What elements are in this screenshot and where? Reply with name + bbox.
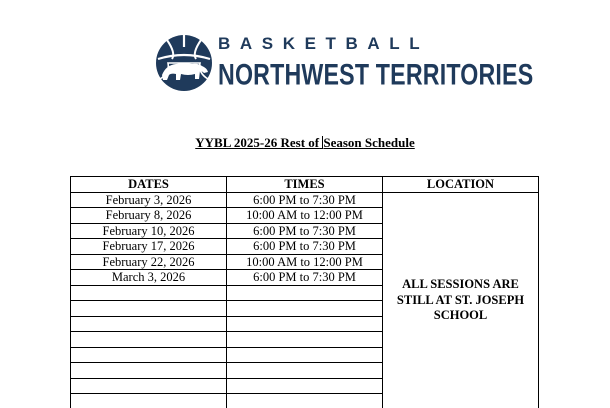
date-cell [71,378,227,394]
date-cell: March 3, 2026 [71,270,227,286]
time-cell [227,363,383,379]
date-cell [71,394,227,408]
date-cell [71,347,227,363]
title-part-1: YYBL 2025-26 Rest of [195,135,320,150]
schedule-table [70,176,539,408]
date-cell [71,332,227,348]
time-cell [227,347,383,363]
date-cell [71,301,227,317]
table-header-row [71,177,539,193]
logo-text-basketball: BASKETBALL [218,34,430,53]
date-cell [71,316,227,332]
time-cell [227,285,383,301]
date-cell: February 22, 2026 [71,254,227,270]
header-location: LOCATION [383,177,539,193]
header-times: TIMES [227,177,383,193]
basketball-bear-icon [154,33,214,93]
date-cell [71,363,227,379]
table-row [71,192,539,208]
date-cell: February 17, 2026 [71,239,227,255]
date-cell: February 10, 2026 [71,223,227,239]
logo-text-northwest-territories: NORTHWEST TERRITORIES [218,58,534,92]
time-cell: 6:00 PM to 7:30 PM [227,270,383,286]
date-cell: February 8, 2026 [71,208,227,224]
location-note: ALL SESSIONS ARE STILL AT ST. JOSEPH SCHOOL [383,192,539,408]
logo [154,33,534,95]
time-cell: 6:00 PM to 7:30 PM [227,223,383,239]
time-cell [227,316,383,332]
time-cell [227,394,383,408]
date-cell [71,285,227,301]
header-dates: DATES [71,177,227,193]
time-cell [227,378,383,394]
title-part-2: Season Schedule [323,135,415,150]
time-cell [227,332,383,348]
time-cell: 6:00 PM to 7:30 PM [227,239,383,255]
time-cell [227,301,383,317]
page-title [0,135,610,151]
time-cell: 10:00 AM to 12:00 PM [227,208,383,224]
time-cell: 6:00 PM to 7:30 PM [227,192,383,208]
schedule-body [71,192,539,408]
time-cell: 10:00 AM to 12:00 PM [227,254,383,270]
date-cell: February 3, 2026 [71,192,227,208]
